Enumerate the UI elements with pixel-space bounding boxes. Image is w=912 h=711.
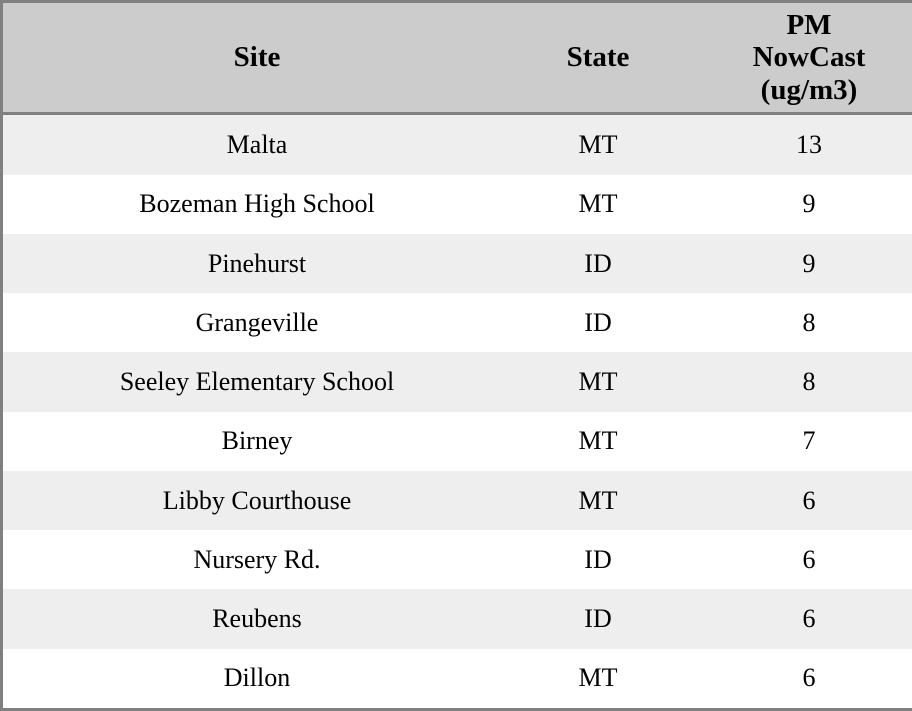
table-header-row xyxy=(3,3,912,114)
column-header-pm-nowcast-line2: NowCast xyxy=(752,41,866,74)
cell-state: MT xyxy=(578,426,618,456)
table-row xyxy=(3,175,912,234)
cell-value: 7 xyxy=(802,426,816,456)
column-header-site: Site xyxy=(3,3,511,114)
cell-site: Reubens xyxy=(212,604,302,634)
cell-site: Bozeman High School xyxy=(139,189,375,219)
cell-site: Birney xyxy=(221,426,293,456)
column-header-pm-nowcast xyxy=(685,3,912,114)
table-row xyxy=(3,649,912,708)
table-row xyxy=(3,589,912,648)
cell-state: ID xyxy=(584,544,612,574)
table-row xyxy=(3,352,912,411)
table-row xyxy=(3,412,912,471)
cell-value: 8 xyxy=(802,367,816,397)
cell-value: 9 xyxy=(802,189,816,219)
cell-site: Pinehurst xyxy=(207,248,307,278)
cell-value: 6 xyxy=(802,544,816,574)
cell-state: MT xyxy=(578,663,618,693)
cell-value: 6 xyxy=(802,604,816,634)
cell-state: ID xyxy=(584,604,612,634)
column-header-pm-nowcast-line1: PM xyxy=(786,9,832,41)
cell-state: MT xyxy=(578,485,618,515)
cell-value: 13 xyxy=(796,130,822,160)
table-row xyxy=(3,530,912,589)
cell-value: 9 xyxy=(802,248,816,278)
column-header-pm-nowcast-line3: (ug/m3) xyxy=(760,73,858,106)
cell-value: 6 xyxy=(802,663,816,693)
cell-site: Malta xyxy=(226,130,288,160)
cell-state: ID xyxy=(584,307,612,337)
cell-site: Seeley Elementary School xyxy=(119,367,395,397)
cell-state: MT xyxy=(578,367,618,397)
table-row xyxy=(3,471,912,530)
cell-state: MT xyxy=(578,189,618,219)
column-header-state: State xyxy=(511,3,685,114)
cell-state: ID xyxy=(584,248,612,278)
table-header xyxy=(3,3,912,114)
table-row xyxy=(3,114,912,175)
cell-site: Dillon xyxy=(223,663,291,693)
table-body xyxy=(3,114,912,708)
cell-site: Nursery Rd. xyxy=(193,544,321,574)
air-quality-table xyxy=(3,3,912,708)
table-row xyxy=(3,293,912,352)
cell-value: 8 xyxy=(802,307,816,337)
cell-site: Grangeville xyxy=(195,307,319,337)
cell-site: Libby Courthouse xyxy=(162,485,352,515)
cell-value: 6 xyxy=(802,485,816,515)
cell-state: MT xyxy=(578,130,618,160)
table-row xyxy=(3,234,912,293)
